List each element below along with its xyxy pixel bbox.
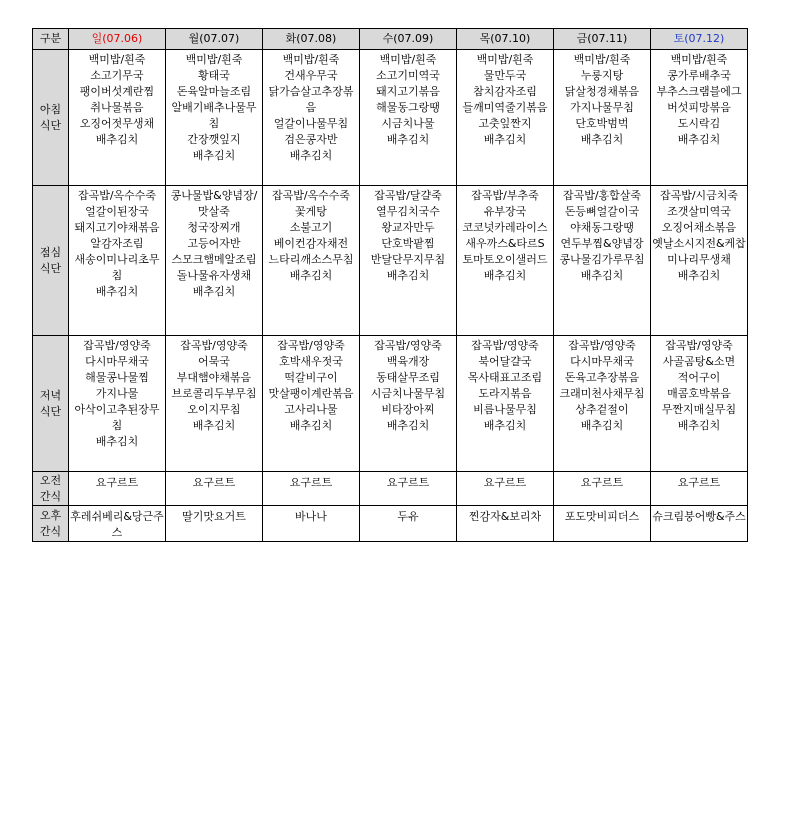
morning-snack-cell-fri [554,472,651,506]
menu-item: 꽃게탕 [295,205,327,218]
header-row [33,29,748,50]
menu-item: 고사리나물 [284,403,338,416]
morning-snack-label: 오전 간식 [33,472,69,506]
menu-item: 크래미천사채무침 [559,387,645,400]
menu-item: 잡곡밥/옥수수죽 [77,189,157,202]
menu-item: 백미밥/흰죽 [88,53,146,66]
menu-item: 도라지볶음 [478,387,532,400]
afternoon-snack-row [33,506,748,542]
menu-item: 배추김치 [289,149,333,162]
day-header-wed: 수(07.09) [360,29,457,50]
menu-item: 코코넛카레라이스 [462,221,548,234]
menu-item: 아삭이고추된장무침 [74,403,160,432]
menu-item: 백미밥/흰죽 [185,53,243,66]
menu-item: 잡곡밥/달걀죽 [374,189,442,202]
menu-item: 해물동그랑땡 [376,101,440,114]
weekly-menu-table [32,28,748,542]
menu-item: 어묵국 [198,355,230,368]
menu-item: 콩나물밥&양념장/맛살죽 [170,189,258,218]
menu-item: 얼갈이된장국 [85,205,149,218]
menu-item: 배추김치 [386,419,430,432]
menu-item: 토마토오이샐러드 [462,253,548,266]
menu-item: 황태국 [198,69,230,82]
menu-item: 검은콩자반 [284,133,338,146]
menu-item: 배추김치 [677,419,721,432]
menu-item: 딸기맛요거트 [182,510,246,523]
menu-item: 무짠지매실무침 [661,403,737,416]
menu-item: 배추김치 [483,419,527,432]
breakfast-cell-fri [554,50,651,186]
menu-item: 배추김치 [483,133,527,146]
menu-item: 물만두국 [483,69,527,82]
dinner-label: 저녁 식단 [33,336,69,472]
menu-item: 오징어채소볶음 [661,221,737,234]
breakfast-cell-sun [69,50,166,186]
menu-item: 비타장아찌 [381,403,435,416]
menu-item: 다시마무채국 [570,355,634,368]
breakfast-row [33,50,748,186]
menu-item: 비름나물무침 [473,403,537,416]
menu-item: 미나리무생채 [667,253,731,266]
morning-snack-cell-sun [69,472,166,506]
menu-item: 찐감자&보리차 [468,510,542,523]
afternoon-snack-cell-wed [360,506,457,542]
menu-item: 요구르트 [192,476,236,489]
menu-item: 맛살팽이계란볶음 [268,387,354,400]
menu-item: 떡갈비구이 [284,371,338,384]
menu-item: 백미밥/흰죽 [476,53,534,66]
day-header-thu: 목(07.10) [457,29,554,50]
menu-item: 배추김치 [192,149,236,162]
lunch-row [33,186,748,336]
day-header-sat: 토(07.12) [651,29,748,50]
menu-item: 잡곡밥/영양죽 [374,339,442,352]
menu-item: 배추김치 [289,269,333,282]
menu-item: 느타리깨소스무침 [268,253,354,266]
menu-item: 새우까스&타르S [465,237,545,250]
menu-item: 바나나 [295,510,327,523]
menu-item: 배추김치 [386,269,430,282]
menu-item: 부추스크램블에그 [656,85,742,98]
menu-item: 요구르트 [289,476,333,489]
menu-item: 배추김치 [192,285,236,298]
menu-item: 닭살청경채볶음 [564,85,640,98]
menu-item: 상추겉절이 [575,403,629,416]
menu-item: 잡곡밥/영양죽 [277,339,345,352]
menu-item: 배추김치 [580,419,624,432]
menu-item: 두유 [397,510,419,523]
menu-item: 브로콜리두부무침 [171,387,257,400]
menu-item: 배추김치 [677,133,721,146]
menu-item: 돼지고기볶음 [376,85,440,98]
afternoon-snack-cell-fri [554,506,651,542]
menu-item: 백미밥/흰죽 [573,53,631,66]
menu-item: 청국장찌개 [187,221,241,234]
menu-item: 해물콩나물찜 [85,371,149,384]
menu-item: 열무김치국수 [376,205,440,218]
menu-item: 요구르트 [580,476,624,489]
menu-item: 요구르트 [95,476,139,489]
lunch-cell-fri [554,186,651,336]
menu-item: 잡곡밥/영양죽 [568,339,636,352]
menu-item: 왕교자만두 [381,221,435,234]
menu-item: 잡곡밥/시금치죽 [659,189,739,202]
menu-item: 간장깻잎지 [187,133,241,146]
menu-item: 후레쉬베리&당근주스 [70,510,164,539]
menu-item: 버섯피망볶음 [667,101,731,114]
menu-item: 배추김치 [386,133,430,146]
afternoon-snack-label: 오후 간식 [33,506,69,542]
afternoon-snack-cell-tue [263,506,360,542]
menu-item: 백미밥/흰죽 [670,53,728,66]
menu-item: 배추김치 [580,133,624,146]
lunch-cell-mon [166,186,263,336]
menu-item: 배추김치 [95,285,139,298]
menu-item: 소고기무국 [90,69,144,82]
menu-item: 돈등뼈얼갈이국 [564,205,640,218]
menu-item: 알감자조림 [90,237,144,250]
menu-item: 배추김치 [192,419,236,432]
morning-snack-cell-wed [360,472,457,506]
menu-item: 얼갈이나물무침 [273,117,349,130]
breakfast-cell-thu [457,50,554,186]
menu-item: 들깨미역줄기볶음 [462,101,548,114]
menu-item: 배추김치 [580,269,624,282]
menu-item: 건새우무국 [284,69,338,82]
menu-item: 배추김치 [95,133,139,146]
afternoon-snack-cell-mon [166,506,263,542]
afternoon-snack-cell-thu [457,506,554,542]
menu-body [33,50,748,542]
menu-item: 돼지고기야채볶음 [74,221,160,234]
menu-item: 돈육고추장볶음 [564,371,640,384]
afternoon-snack-cell-sat [651,506,748,542]
breakfast-label: 아침 식단 [33,50,69,186]
lunch-cell-wed [360,186,457,336]
lunch-cell-tue [263,186,360,336]
breakfast-cell-sat [651,50,748,186]
menu-item: 사골곰탕&소면 [662,355,736,368]
morning-snack-row [33,472,748,506]
menu-item: 배추김치 [289,419,333,432]
dinner-cell-mon [166,336,263,472]
menu-item: 목사태표고조림 [467,371,543,384]
dinner-cell-fri [554,336,651,472]
lunch-label: 점심 식단 [33,186,69,336]
menu-item: 백미밥/흰죽 [282,53,340,66]
menu-item: 배추김치 [677,269,721,282]
menu-item: 고춧잎짠지 [478,117,532,130]
menu-item: 요구르트 [483,476,527,489]
morning-snack-cell-sat [651,472,748,506]
menu-item: 오징어젓무생채 [79,117,155,130]
menu-item: 요구르트 [386,476,430,489]
menu-item: 베이컨감자채전 [273,237,349,250]
menu-item: 잡곡밥/옥수수죽 [271,189,351,202]
breakfast-cell-tue [263,50,360,186]
day-header-fri: 금(07.11) [554,29,651,50]
breakfast-cell-wed [360,50,457,186]
menu-item: 백육개장 [386,355,430,368]
menu-item: 잡곡밥/영양죽 [83,339,151,352]
menu-item: 잡곡밥/영양죽 [180,339,248,352]
dinner-cell-thu [457,336,554,472]
menu-item: 콩가루배추국 [667,69,731,82]
menu-item: 반달단무지무침 [370,253,446,266]
dinner-cell-sat [651,336,748,472]
menu-item: 요구르트 [677,476,721,489]
menu-item: 잡곡밥/영양죽 [471,339,539,352]
day-header-mon: 월(07.07) [166,29,263,50]
day-header-tue: 화(07.08) [263,29,360,50]
dinner-cell-tue [263,336,360,472]
menu-item: 유부장국 [483,205,527,218]
menu-item: 호박새우젓국 [279,355,343,368]
lunch-cell-thu [457,186,554,336]
morning-snack-cell-tue [263,472,360,506]
menu-item: 누룽지탕 [580,69,624,82]
menu-item: 도시락김 [677,117,721,130]
menu-item: 가지나물 [95,387,139,400]
corner-header: 구분 [33,29,69,50]
menu-item: 단호박팥찜 [381,237,435,250]
menu-item: 적어구이 [677,371,721,384]
menu-item: 잡곡밥/홍합살죽 [562,189,642,202]
dinner-cell-wed [360,336,457,472]
menu-item: 소고기미역국 [376,69,440,82]
menu-item: 잡곡밥/부추죽 [471,189,539,202]
morning-snack-cell-thu [457,472,554,506]
menu-item: 잡곡밥/영양죽 [665,339,733,352]
menu-item: 야채동그랑땡 [570,221,634,234]
menu-item: 돌나물유자생채 [176,269,252,282]
menu-item: 조갯살미역국 [667,205,731,218]
menu-item: 시금치나물 [381,117,435,130]
menu-item: 다시마무채국 [85,355,149,368]
dinner-row [33,336,748,472]
breakfast-cell-mon [166,50,263,186]
menu-item: 동태살무조림 [376,371,440,384]
menu-item: 부대햄야채볶음 [176,371,252,384]
menu-item: 고등어자반 [187,237,241,250]
menu-item: 취나물볶음 [90,101,144,114]
menu-item: 돈육알마늘조림 [176,85,252,98]
menu-item: 포도맛비피더스 [564,510,640,523]
menu-item: 매콤호박볶음 [667,387,731,400]
day-header-sun: 일(07.06) [69,29,166,50]
lunch-cell-sat [651,186,748,336]
menu-item: 연두부찜&양념장 [560,237,644,250]
menu-item: 새송이미나리초무침 [74,253,160,282]
menu-item: 스모크햄메알조림 [171,253,257,266]
menu-item: 북어달걀국 [478,355,532,368]
menu-item: 닭가슴살고추장볶음 [268,85,354,114]
menu-item: 단호박범벅 [575,117,629,130]
menu-item: 알배기배추나물무침 [171,101,257,130]
menu-item: 배추김치 [95,435,139,448]
afternoon-snack-cell-sun [69,506,166,542]
menu-item: 참치감자조림 [473,85,537,98]
menu-item: 소불고기 [289,221,333,234]
menu-item: 옛날소시지전&케찹 [652,237,746,250]
menu-item: 시금치나물무침 [370,387,446,400]
dinner-cell-sun [69,336,166,472]
menu-item: 슈크림붕어빵&주스 [652,510,746,523]
menu-item: 배추김치 [483,269,527,282]
menu-item: 가지나물무침 [570,101,634,114]
menu-item: 오이지무침 [187,403,241,416]
menu-item: 콩나물김가루무침 [559,253,645,266]
morning-snack-cell-mon [166,472,263,506]
menu-item: 팽이버섯계란찜 [79,85,155,98]
lunch-cell-sun [69,186,166,336]
menu-item: 백미밥/흰죽 [379,53,437,66]
